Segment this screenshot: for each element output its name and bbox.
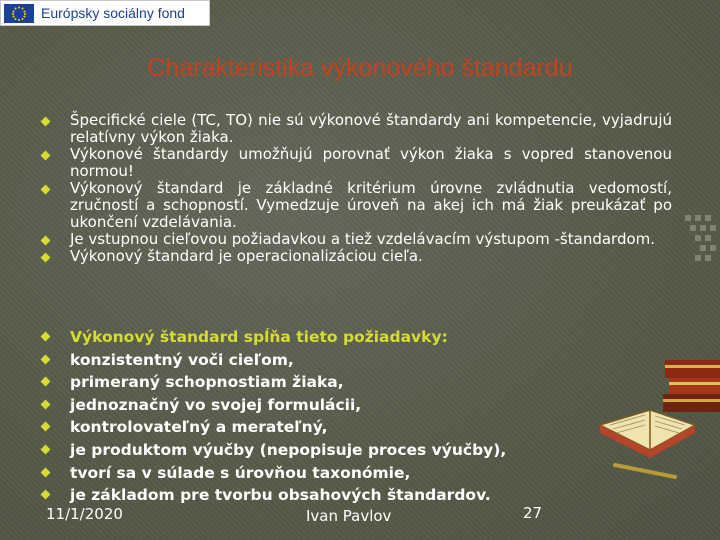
list-item-text: Výkonový štandard je základné kritérium úrovne zvládnutia vedomostí, zručností a schopností. Vymedzuje úroveň na akej ich má žiak preukázať po ukončení vzdelávania.	[70, 179, 672, 231]
diamond-bullet-icon	[41, 117, 51, 127]
diamond-bullet-icon	[41, 236, 51, 246]
diamond-bullet-icon	[41, 467, 51, 477]
list-item	[42, 416, 602, 439]
list-item-text: Výkonový štandard spĺňa tieto požiadavky:	[70, 328, 448, 346]
list-item-text: Je vstupnou cieľovou požiadavkou a tiež vzdelávacím výstupom -štandardom.	[70, 230, 656, 248]
list-item-text: tvorí sa v súlade s úrovňou taxonómie,	[70, 463, 411, 482]
diamond-bullet-icon	[41, 377, 51, 387]
list-item-text: jednoznačný vo svojej formulácii,	[70, 395, 362, 414]
list-item	[42, 248, 672, 265]
list-item-text: Špecifické ciele (TC, TO) nie sú výkonové štandardy ani kompetencie, vyjadrujú relatívny výkon žiaka.	[70, 111, 672, 146]
list-item-text: Výkonové štandardy umožňujú porovnať výkon žiaka s vopred stanovenou normou!	[70, 145, 672, 180]
list-item-text: je produktom výučby (nepopisuje proces výučby),	[70, 440, 507, 459]
diamond-bullet-icon	[41, 354, 51, 364]
diamond-bullet-icon	[41, 151, 51, 161]
list-item-text: konzistentný voči cieľom,	[70, 350, 294, 369]
diamond-bullet-icon	[41, 185, 51, 195]
characteristics-list	[42, 112, 672, 265]
esf-logo	[0, 0, 210, 26]
list-item	[42, 112, 672, 146]
diamond-bullet-icon	[41, 445, 51, 455]
requirements-heading	[42, 326, 602, 349]
footer-date: 11/1/2020	[46, 505, 123, 523]
list-item	[42, 146, 672, 180]
list-item	[42, 349, 602, 372]
list-item-text: Výkonový štandard je operacionalizáciou cieľa.	[70, 247, 423, 265]
list-item	[42, 180, 672, 231]
logo-text: Európsky sociálny fond	[41, 5, 185, 21]
list-item	[42, 484, 602, 507]
list-item	[42, 462, 602, 485]
diamond-bullet-icon	[41, 332, 51, 342]
eu-flag-icon	[4, 4, 34, 23]
books-icon	[595, 215, 720, 495]
diamond-bullet-icon	[41, 490, 51, 500]
list-item	[42, 439, 602, 462]
list-item	[42, 394, 602, 417]
footer-author: Ivan Pavlov	[306, 507, 392, 525]
diamond-bullet-icon	[41, 422, 51, 432]
list-item-text: je základom pre tvorbu obsahových štandardov.	[70, 486, 491, 505]
diamond-bullet-icon	[41, 253, 51, 263]
diamond-bullet-icon	[41, 399, 51, 409]
list-item	[42, 231, 672, 248]
list-item	[42, 371, 602, 394]
list-item-text: kontrolovateľný a merateľný,	[70, 418, 328, 437]
requirements-list	[42, 326, 602, 507]
list-item-text: primeraný schopnostiam žiaka,	[70, 373, 344, 392]
slide-title: Charakteristika výkonového štandardu	[147, 54, 573, 82]
slide-number: 27	[523, 504, 543, 522]
